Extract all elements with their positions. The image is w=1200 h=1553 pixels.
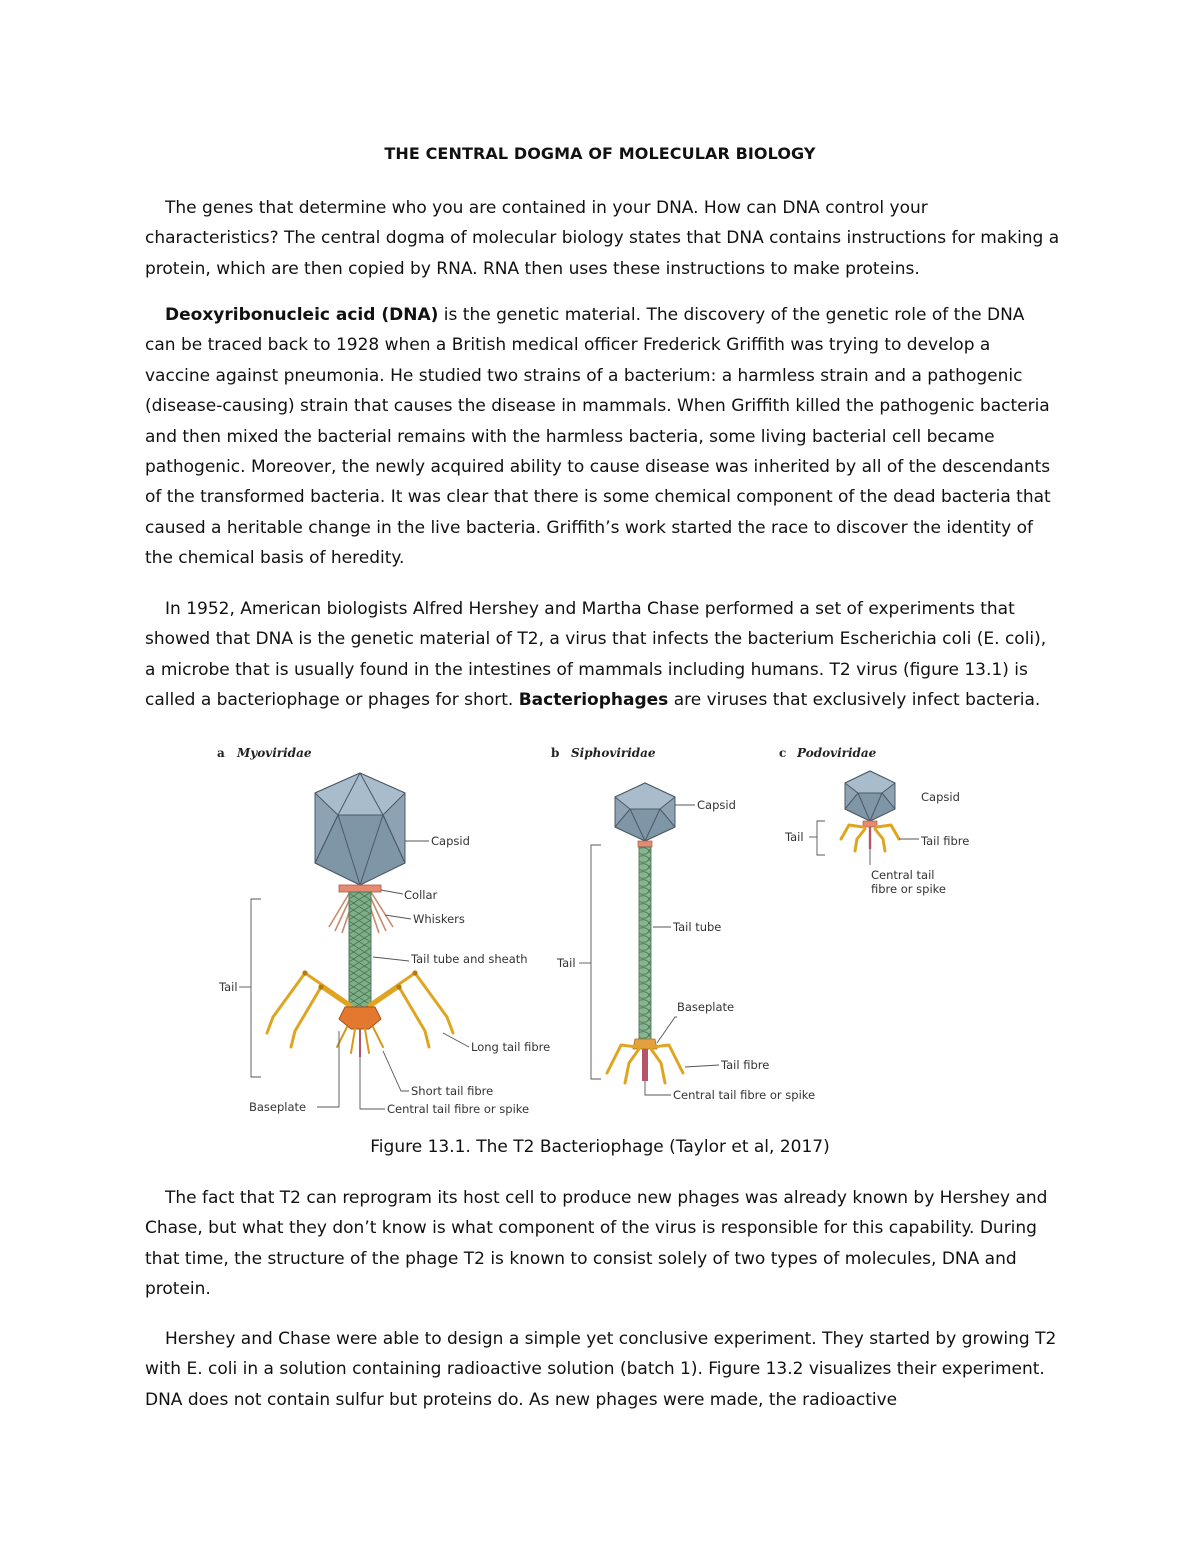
tail-sheath-a (349, 892, 371, 1007)
panel-b-title: Siphoviridae (571, 746, 656, 760)
panel-a-myoviridae (217, 746, 550, 1116)
panel-c-title: Podoviridae (797, 746, 877, 760)
panel-b-letter: b (551, 746, 560, 760)
document-title: THE CENTRAL DOGMA OF MOLECULAR BIOLOGY (384, 144, 816, 163)
paragraph-reprogram-text: The fact that T2 can reprogram its host cell to produce new phages was already known by Hershey and Chase, but what they don’t know is what component of the virus is responsible for this capability. During that time, the structure of the phage T2 is known to consist solely of two types of molecules, DNA and protein. (145, 1188, 1048, 1300)
label-tail-tube-a: Tail tube and sheath (411, 952, 528, 966)
label-capsid-a: Capsid (431, 834, 470, 848)
label-long-tail-fibre-a: Long tail fibre (471, 1040, 551, 1054)
panel-c-letter: c (779, 746, 787, 760)
label-tail-a: Tail (219, 980, 238, 994)
collar-shape-a (339, 885, 381, 892)
label-baseplate-a: Baseplate (249, 1100, 307, 1114)
collar-shape-b (638, 841, 652, 847)
central-spike-b (642, 1049, 648, 1081)
panel-a-title: Myoviridae (237, 746, 312, 760)
label-tail-fibre-b: Tail fibre (721, 1058, 770, 1072)
label-capsid-c: Capsid (921, 790, 960, 804)
paragraph-experiment (145, 1324, 1060, 1415)
label-baseplate-b: Baseplate (677, 1000, 735, 1014)
label-tail-c: Tail (785, 830, 804, 844)
label-central-spike-c-line2: fibre or spike (871, 882, 946, 896)
label-central-spike-b: Central tail fibre or spike (673, 1088, 816, 1102)
paragraph-intro (145, 193, 1060, 284)
bacteriophage-diagram (205, 735, 1005, 1125)
figure-caption: Figure 13.1. The T2 Bacteriophage (Taylor et al, 2017) (370, 1137, 830, 1157)
paragraph-hershey-chase-text: In 1952, American biologists Alfred Hershey and Martha Chase performed a set of experiments that showed that DNA is the genetic material of T2, a virus that infects the bacterium Escherichia coli (E. coli), a microbe that is usually found in the intestines of mammals including humans. T2 virus (figure 13.1) is called a bacteriophage or phages for short. (145, 599, 1047, 711)
label-tail-tube-b: Tail tube (673, 920, 722, 934)
baseplate-shape-a (339, 1007, 381, 1029)
label-short-tail-fibre-a: Short tail fibre (411, 1084, 494, 1098)
label-whiskers-a: Whiskers (413, 912, 465, 926)
paragraph-dna (145, 300, 1060, 574)
paragraph-hershey-chase-end: are viruses that exclusively infect bacteria. (668, 690, 1041, 711)
panel-a-letter: a (217, 746, 225, 760)
panel-c-podoviridae (779, 746, 969, 896)
label-tail-fibre-c: Tail fibre (921, 834, 970, 848)
label-collar-a: Collar (404, 888, 438, 902)
figure-bacteriophage (205, 735, 1005, 1125)
label-central-spike-a: Central tail fibre or spike (387, 1102, 530, 1116)
paragraph-hershey-chase (145, 594, 1060, 716)
paragraph-reprogram (145, 1183, 1060, 1305)
label-capsid-b: Capsid (697, 798, 736, 812)
bacteriophages-term: Bacteriophages (518, 690, 669, 711)
paragraph-intro-text: The genes that determine who you are contained in your DNA. How can DNA control your characteristics? The central dogma of molecular biology states that DNA contains instructions for making a protein, which are then copied by RNA. RNA then uses these instructions to make proteins. (145, 198, 1060, 279)
tail-tube-b (639, 847, 651, 1041)
label-central-spike-c-line1: Central tail (871, 868, 935, 882)
label-tail-b: Tail (557, 956, 576, 970)
capsid-shape-b (615, 783, 675, 841)
capsid-shape-c (845, 771, 895, 821)
dna-term: Deoxyribonucleic acid (DNA) (165, 305, 439, 325)
capsid-shape-a (315, 773, 405, 885)
collar-shape-c (863, 821, 877, 827)
paragraph-experiment-text: Hershey and Chase were able to design a simple yet conclusive experiment. They started by growing T2 with E. coli in a solution containing radioactive solution (batch 1). Figure 13.2 visualizes their experiment. DNA does not contain sulfur but proteins do. As new phages were made, the radioactive (145, 1329, 1057, 1410)
panel-b-siphoviridae (551, 746, 815, 1102)
paragraph-dna-text: is the genetic material. The discovery of the genetic role of the DNA can be traced back to 1928 when a British medical officer Frederick Griffith was trying to develop a vaccine against pneumonia. He studied two strains of a bacterium: a harmless strain and a pathogenic (disease-causing) strain that causes the disease in mammals. When Griffith killed the pathogenic bacteria and then mixed the bacterial remains with the harmless bacteria, some living bacterial cell became pathogenic. Moreover, the newly acquired ability to cause disease was inherited by all of the descendants of the transformed bacteria. It was clear that there is some chemical component of the dead bacteria that caused a heritable change in the live bacteria. Griffith’s work started the race to discover the identity of the chemical basis of heredity. (145, 305, 1051, 569)
